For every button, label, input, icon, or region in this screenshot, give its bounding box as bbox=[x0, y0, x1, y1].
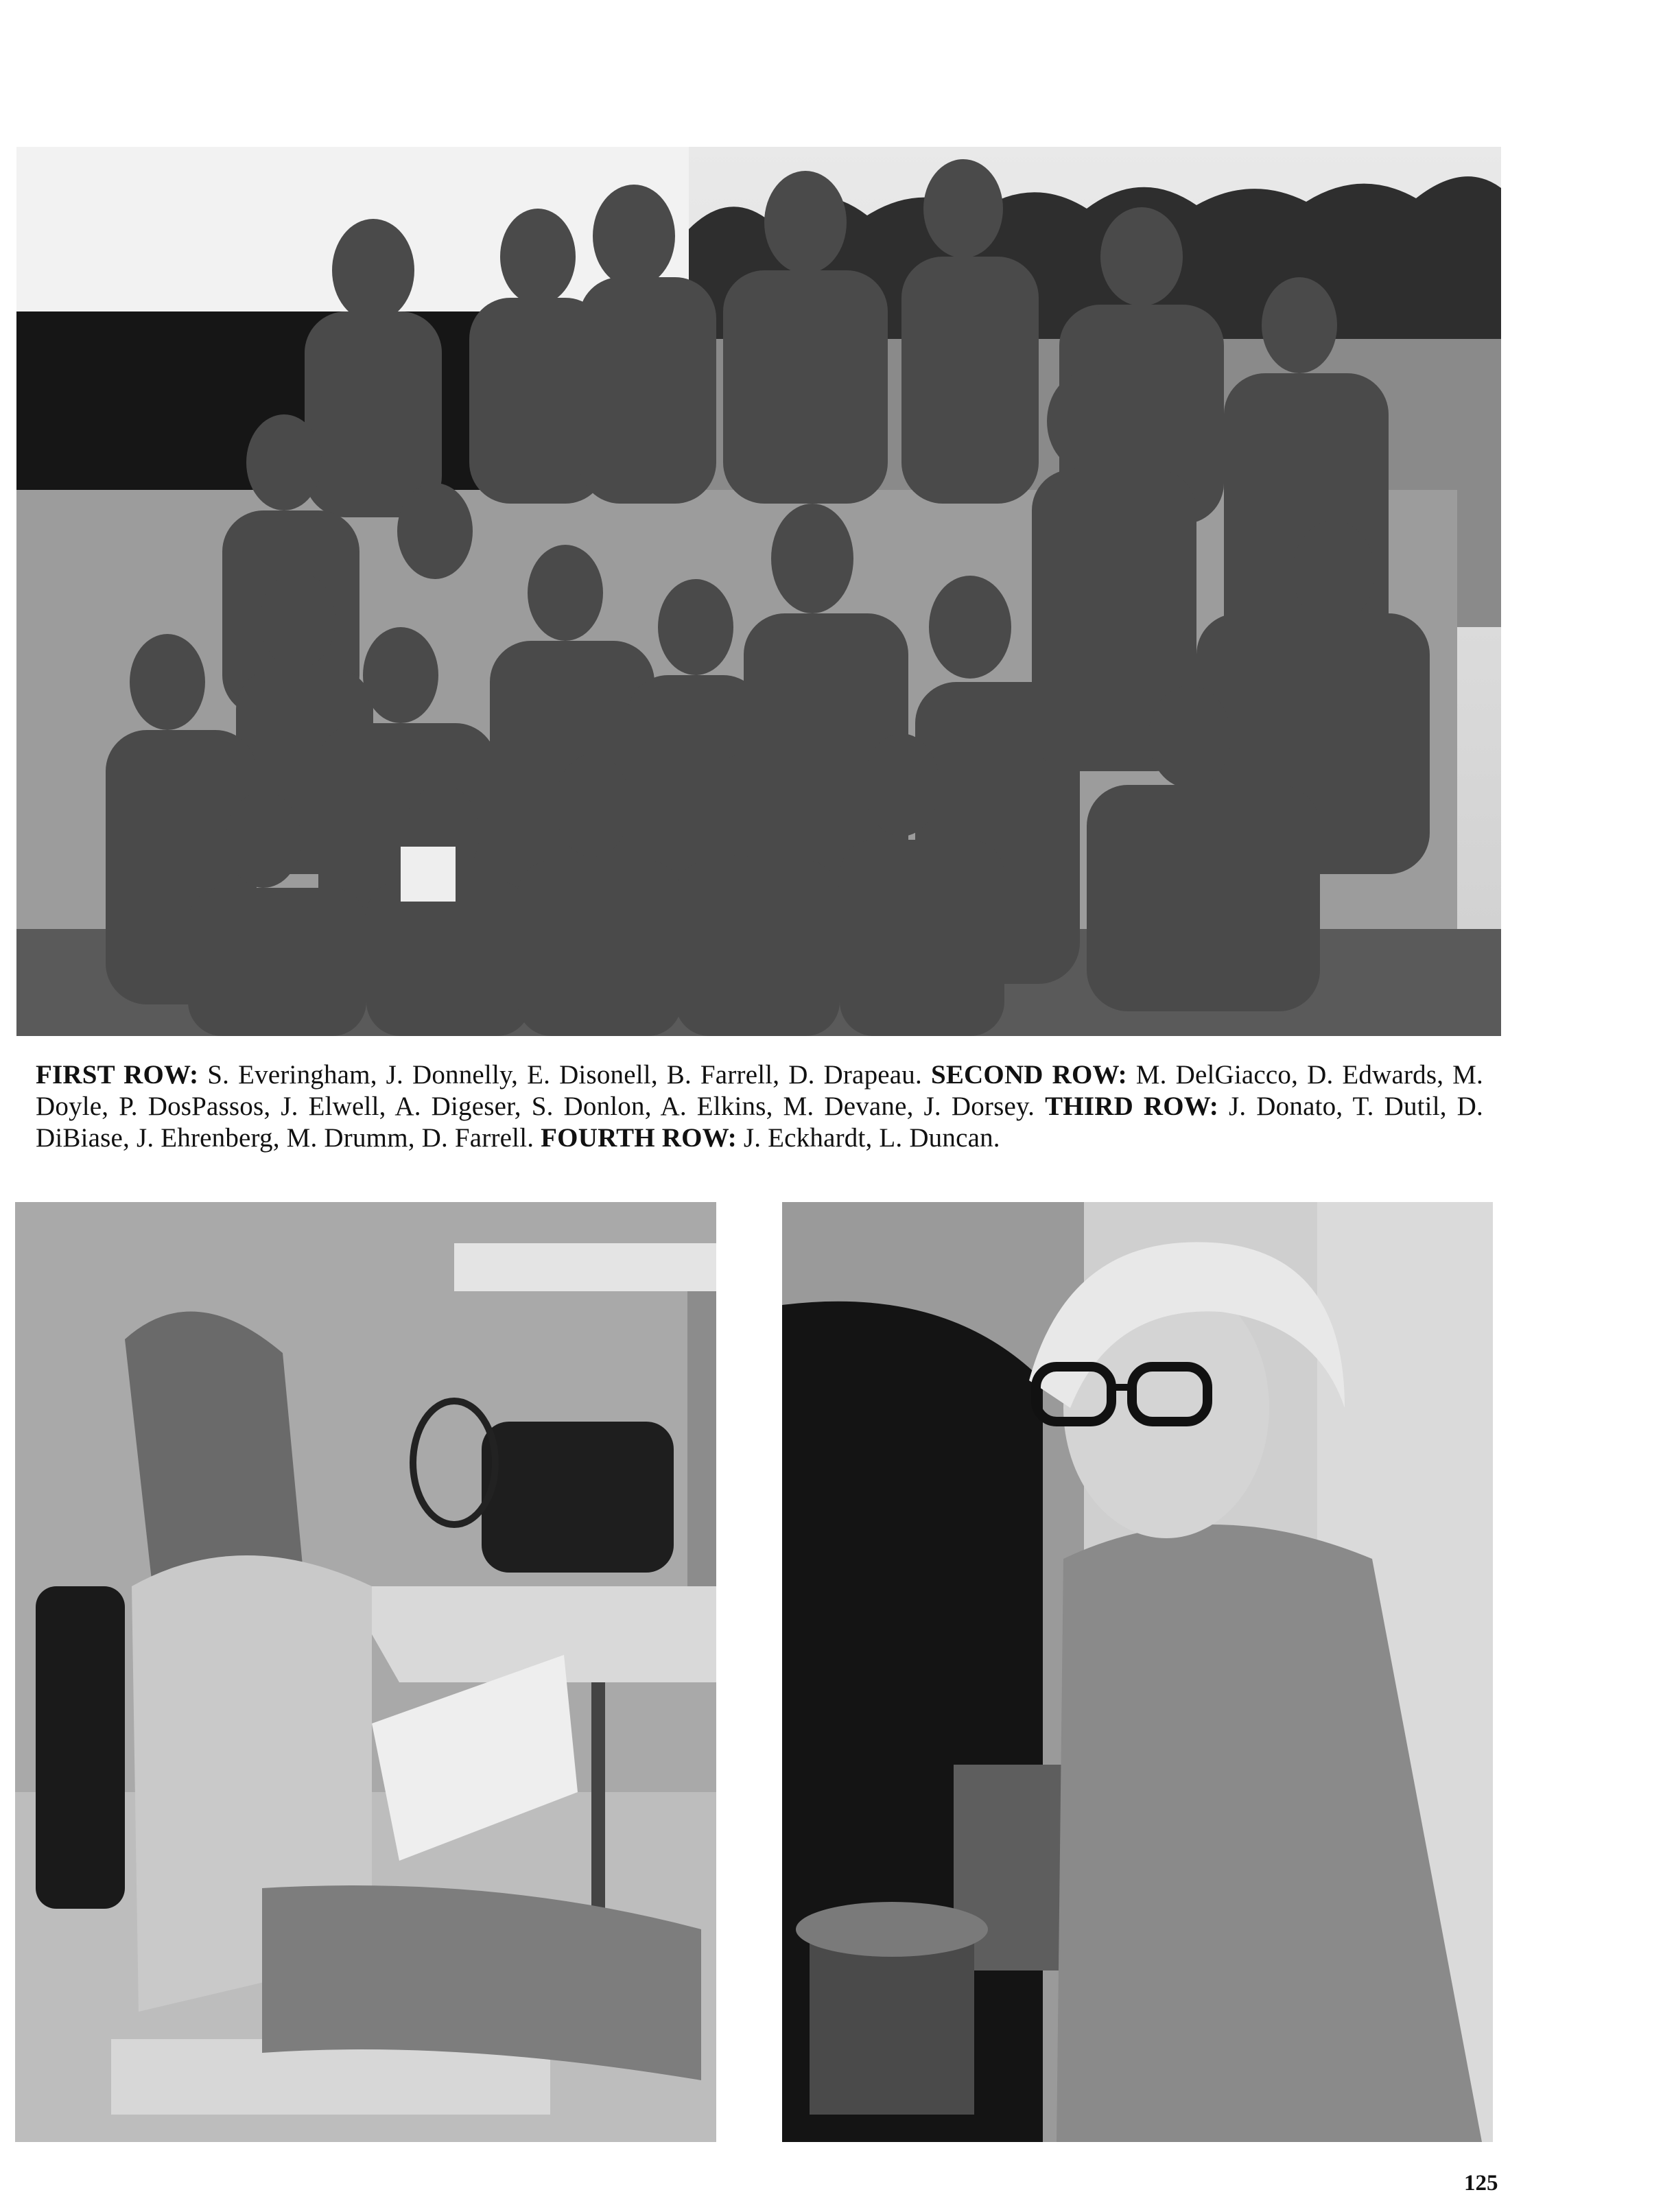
potter-photo bbox=[782, 1202, 1493, 2142]
photo-caption bbox=[36, 1059, 1483, 1154]
first-row-names: S. Everingham, J. Donnelly, E. Disonell, B. Farrell, D. Drapeau. bbox=[198, 1060, 931, 1090]
second-row-label: SECOND ROW: bbox=[930, 1060, 1127, 1090]
page-number: 125 bbox=[1464, 2171, 1498, 2196]
third-row-label: THIRD ROW: bbox=[1045, 1092, 1219, 1121]
potter-photo-image bbox=[782, 1202, 1493, 2142]
group-photo bbox=[16, 147, 1501, 1036]
reader-photo-image bbox=[15, 1202, 716, 2142]
fourth-row-names: J. Eckhardt, L. Duncan. bbox=[736, 1123, 1000, 1153]
second-row-names: M. DelGiacco, D. Edwards, M. Doyle, P. DosPassos, J. Elwell, A. Digeser, S. Donlon, A. Elkins, M. Devane, J. Dorsey. bbox=[36, 1060, 1484, 1121]
group-photo-image bbox=[16, 147, 1501, 1036]
first-row-label: FIRST ROW: bbox=[36, 1060, 199, 1090]
third-row-names: J. Donato, T. Dutil, D. DiBiase, J. Ehrenberg, M. Drumm, D. Farrell. bbox=[36, 1092, 1483, 1153]
fourth-row-label: FOURTH ROW: bbox=[541, 1123, 737, 1153]
reader-photo bbox=[15, 1202, 716, 2142]
